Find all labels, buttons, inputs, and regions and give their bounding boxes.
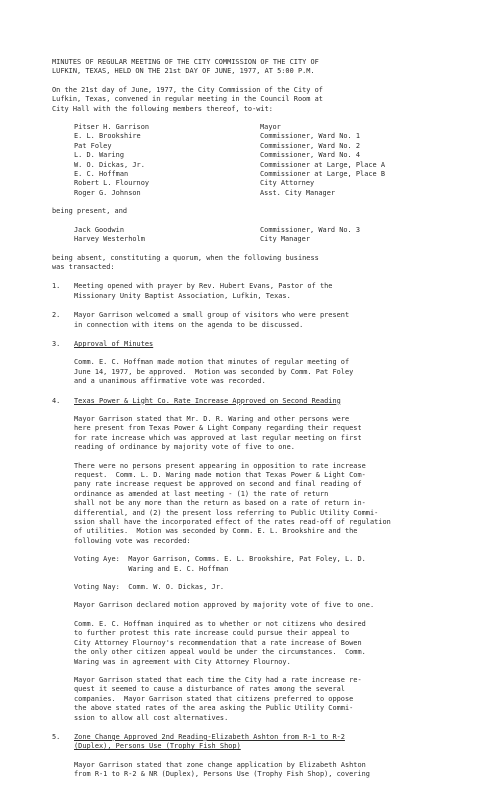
vote-aye-line: Voting Aye: Mayor Garrison, Comms. E. L. Brookshire, Pat Foley, L. D. bbox=[74, 555, 366, 564]
intro-paragraph bbox=[52, 86, 451, 114]
item-line: Mayor Garrison declared motion approved by majority vote of five to one. bbox=[74, 601, 375, 610]
member-title: Commissioner at Large, Place B bbox=[260, 170, 386, 179]
quorum-line: was transacted: bbox=[52, 262, 115, 271]
member-row bbox=[74, 132, 451, 141]
member-name: Harvey Westerholm bbox=[74, 235, 145, 244]
item-line: to further protest this rate increase could pursue their appeal to bbox=[74, 629, 350, 638]
member-name: Robert L. Flournoy bbox=[74, 179, 150, 188]
item-line: Meeting opened with prayer by Rev. Hubert Evans, Pastor of the bbox=[74, 282, 333, 291]
item-line: June 14, 1977, be approved. Motion was seconded by Comm. Pat Foley bbox=[74, 367, 354, 376]
item-line: following vote was recorded: bbox=[74, 536, 191, 545]
item-body bbox=[74, 340, 451, 387]
member-name: E. C. Hoffman bbox=[74, 170, 129, 179]
member-row bbox=[74, 123, 451, 132]
item-line: differential, and (2) the present loss referring to Public Utility Commi- bbox=[74, 508, 379, 517]
item-line: Comm. E. C. Hoffman made motion that minutes of regular meeting of bbox=[74, 358, 350, 367]
item-line: from R-1 to R-2 & NR (Duplex), Persons Use (Trophy Fish Shop), covering bbox=[74, 770, 370, 779]
vote-nay-line: Voting Nay: Comm. W. O. Dickas, Jr. bbox=[74, 583, 225, 592]
item-line: Mayor Garrison stated that Mr. D. R. Waring and other persons were bbox=[74, 414, 350, 423]
item-line: ssion shall have the incorporated effect of the rates read-off of regulation bbox=[74, 518, 391, 527]
item-body bbox=[74, 733, 451, 780]
intro-line: Lufkin, Texas, convened in regular meeting in the Council Room at bbox=[52, 95, 323, 104]
member-title: City Attorney bbox=[260, 179, 315, 188]
item-line: the above stated rates of the area asking the Public Utility Commi- bbox=[74, 704, 354, 713]
member-title: Commissioner, Ward No. 4 bbox=[260, 151, 361, 160]
vote-aye-line: Waring and E. C. Hoffman bbox=[74, 564, 229, 573]
item-number: 1. bbox=[52, 282, 61, 291]
present-members-list bbox=[52, 123, 451, 198]
member-name: L. D. Waring bbox=[74, 151, 125, 160]
quorum-paragraph bbox=[52, 254, 451, 273]
minutes-header bbox=[52, 58, 451, 77]
item-line: reading of ordinance by majority vote of five to one. bbox=[74, 443, 295, 452]
member-row bbox=[74, 189, 451, 198]
item-line: There were no persons present appearing in opposition to rate increase bbox=[74, 461, 366, 470]
item-subtitle: (Duplex), Persons Use (Trophy Fish Shop) bbox=[74, 742, 241, 751]
member-name: W. O. Dickas, Jr. bbox=[74, 160, 145, 169]
agenda-item bbox=[52, 340, 451, 387]
agenda-item bbox=[52, 282, 451, 301]
member-name: Pitser H. Garrison bbox=[74, 123, 150, 132]
intro-line: On the 21st day of June, 1977, the City Commission of the City of bbox=[52, 85, 323, 94]
item-title: Zone Change Approved 2nd Reading-Elizabeth Ashton from R-1 to R-2 bbox=[74, 732, 345, 741]
item-line: City Attorney Flournoy's recommendation that a rate increase of Bowen bbox=[74, 638, 362, 647]
member-row bbox=[74, 170, 451, 179]
item-line: Waring was in agreement with City Attorney Flournoy. bbox=[74, 657, 291, 666]
item-line: Missionary Unity Baptist Association, Lufkin, Texas. bbox=[74, 291, 291, 300]
member-name: E. L. Brookshire bbox=[74, 132, 141, 141]
member-row bbox=[74, 161, 451, 170]
member-title: Commissioner, Ward No. 3 bbox=[260, 225, 361, 234]
item-body bbox=[74, 311, 451, 330]
quorum-line: being absent, constituting a quorum, when the following business bbox=[52, 253, 319, 262]
member-name: Pat Foley bbox=[74, 141, 112, 150]
item-line: ssion to allow all cost alternatives. bbox=[74, 713, 229, 722]
agenda-item bbox=[52, 733, 451, 780]
member-title: Commissioner, Ward No. 2 bbox=[260, 141, 361, 150]
agenda-item bbox=[52, 397, 451, 723]
member-title: Mayor bbox=[260, 123, 281, 132]
item-number: 4. bbox=[52, 396, 61, 405]
item-body bbox=[74, 282, 451, 301]
member-row bbox=[74, 235, 451, 244]
item-line: companies. Mayor Garrison stated that citizens preferred to oppose bbox=[74, 694, 354, 703]
member-title: Commissioner at Large, Place A bbox=[260, 160, 386, 169]
item-line: here present from Texas Power & Light Company regarding their request bbox=[74, 424, 362, 433]
agenda-item bbox=[52, 311, 451, 330]
member-row bbox=[74, 226, 451, 235]
member-title: Asst. City Manager bbox=[260, 188, 336, 197]
item-line: Comm. E. C. Hoffman inquired as to whether or not citizens who desired bbox=[74, 619, 366, 628]
item-number: 2. bbox=[52, 311, 61, 320]
intro-line: City Hall with the following members thereof, to-wit: bbox=[52, 104, 273, 113]
header-line: LUFKIN, TEXAS, HELD ON THE 21st DAY OF JUNE, 1977, AT 5:00 P.M. bbox=[52, 67, 315, 76]
member-name: Jack Goodwin bbox=[74, 225, 125, 234]
item-title: Approval of Minutes bbox=[74, 339, 154, 348]
member-row bbox=[74, 142, 451, 151]
item-line: for rate increase which was approved at last regular meeting on first bbox=[74, 433, 362, 442]
member-row bbox=[74, 151, 451, 160]
member-row bbox=[74, 179, 451, 188]
present-label: being present, and bbox=[52, 207, 128, 216]
item-line: Mayor Garrison stated that each time the City had a rate increase re- bbox=[74, 675, 362, 684]
member-name: Roger G. Johnson bbox=[74, 188, 141, 197]
item-number: 5. bbox=[52, 732, 61, 741]
item-line: of utilities. Motion was seconded by Comm. E. L. Brookshire and the bbox=[74, 527, 358, 536]
item-title: Texas Power & Light Co. Rate Increase Approved on Second Reading bbox=[74, 396, 341, 405]
item-line: Mayor Garrison welcomed a small group of visitors who were present bbox=[74, 311, 350, 320]
item-line: the only other citizen appeal would be under the circumstances. Comm. bbox=[74, 648, 366, 657]
item-line: shall not be any more than the return as based on a rate of return in- bbox=[74, 499, 366, 508]
item-number: 3. bbox=[52, 339, 61, 348]
member-title: Commissioner, Ward No. 1 bbox=[260, 132, 361, 141]
absent-members-list bbox=[52, 226, 451, 245]
member-title: City Manager bbox=[260, 235, 311, 244]
item-line: ordinance as amended at last meeting - (1) the rate of return bbox=[74, 489, 329, 498]
item-line: request. Comm. L. D. Waring made motion that Texas Power & Light Com- bbox=[74, 471, 366, 479]
header-line: MINUTES OF REGULAR MEETING OF THE CITY COMMISSION OF THE CITY OF bbox=[52, 58, 319, 66]
item-line: quest it seemed to cause a disturbance of rates among the several bbox=[74, 685, 345, 694]
item-line: in connection with items on the agenda to be discussed. bbox=[74, 320, 304, 329]
item-line: and a unanimous affirmative vote was recorded. bbox=[74, 377, 266, 386]
item-body bbox=[74, 397, 451, 723]
item-line: Mayor Garrison stated that zone change application by Elizabeth Ashton bbox=[74, 760, 366, 769]
item-line: pany rate increase request be approved on second and final reading of bbox=[74, 480, 362, 489]
